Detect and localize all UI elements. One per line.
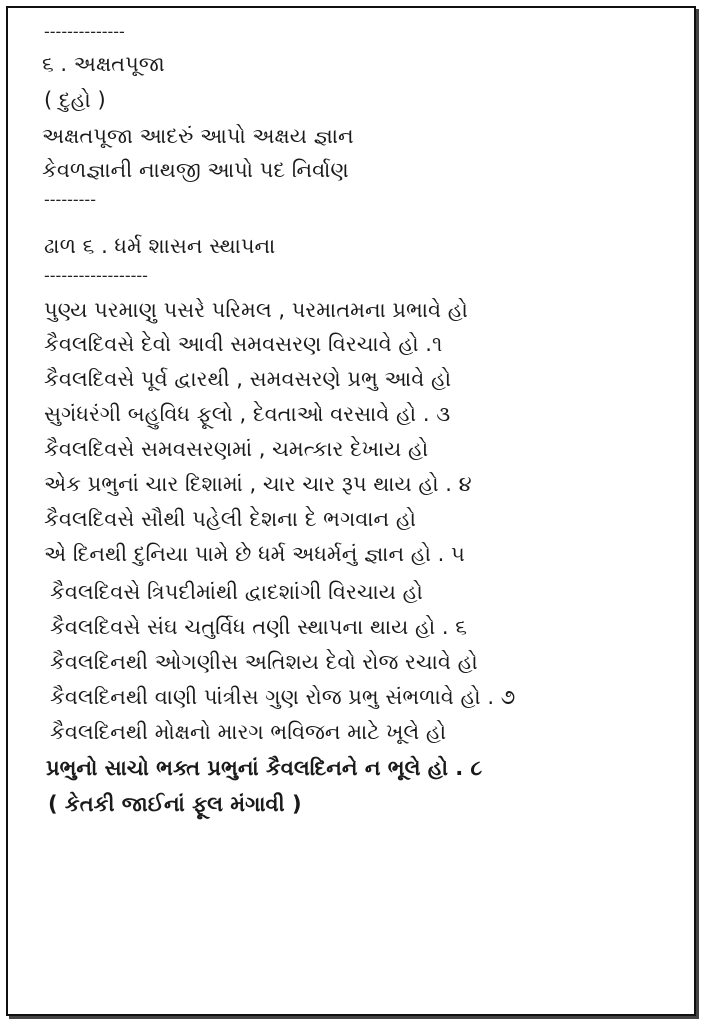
verse-line: કૈવલદિનથી વાણી પાંત્રીસ ગુણ રોજ પ્રભુ સંભળાવે હો . ૭ (50, 685, 516, 709)
closing-verse: પ્રભુનો સાચો ભક્ત પ્રભુનાં કૈવલદિનને ન ભૂલે હો . ૮ (46, 756, 483, 780)
verse-line: કૈવલદિવસે સંઘ ચતુર્વિધ તણી સ્થાપના થાય હો . ૬ (50, 615, 468, 639)
section-title: ૬ . અક્ષતપૂજા (42, 52, 165, 76)
verse-line: પુણ્ય પરમાણુ પસરે પરિમલ , પરમાતમના પ્રભાવે હો (44, 298, 468, 322)
verse-line: કૈવલદિવસે પૂર્વ દ્વારથી , સમવસરણે પ્રભુ આવે હો (44, 367, 452, 391)
verse-line: કૈવલદિનથી મોક્ષનો મારગ ભવિજન માટે ખૂલે હો (50, 720, 447, 744)
verse-line: કૈવલદિવસે સૌથી પહેલી દેશના દે ભગવાન હો (44, 507, 417, 531)
verse-line: કૈવલદિવસે ત્રિપદીમાંથી દ્વાદશાંગી વિરચાય હો (50, 580, 423, 604)
duho-line: કેવળજ્ઞાની નાથજી આપો પદ નિર્વાણ (42, 158, 349, 182)
verse-line: કૈવલદિનથી ઓગણીસ અતિશય દેવો રોજ રચાવે હો (50, 650, 478, 674)
dhal-title: ઢાળ ૬ . ધર્મ શાસન સ્થાપના (44, 234, 276, 258)
document-page (6, 6, 696, 1016)
separator-line: -------------- (44, 22, 125, 41)
duho-line: અક્ષતપૂજા આદરું આપો અક્ષય જ્ઞાન (42, 124, 354, 148)
verse-line: કૈવલદિવસે સમવસરણમાં , ચમત્કાર દેખાય હો (44, 437, 429, 461)
separator-line: ------------------ (44, 266, 148, 285)
separator-line: --------- (44, 190, 96, 209)
closing-note: ( કેતકી જાઈનાં ફૂલ મંગાવી ) (48, 792, 302, 816)
verse-line: એ દિનથી દુનિયા પામે છે ધર્મ અધર્મનું જ્ઞાન હો . ૫ (44, 542, 465, 566)
duho-label: ( દુહો ) (44, 88, 106, 112)
verse-line: સુગંધરંગી બહુવિધ ફૂલો , દેવતાઓ વરસાવે હો . ૩ (44, 402, 451, 426)
verse-line: કૈવલદિવસે દેવો આવી સમવસરણ વિરચાવે હો .૧ (44, 332, 443, 356)
verse-line: એક પ્રભુનાં ચાર દિશામાં , ચાર ચાર રૂપ થાય હો . ૪ (44, 472, 472, 496)
